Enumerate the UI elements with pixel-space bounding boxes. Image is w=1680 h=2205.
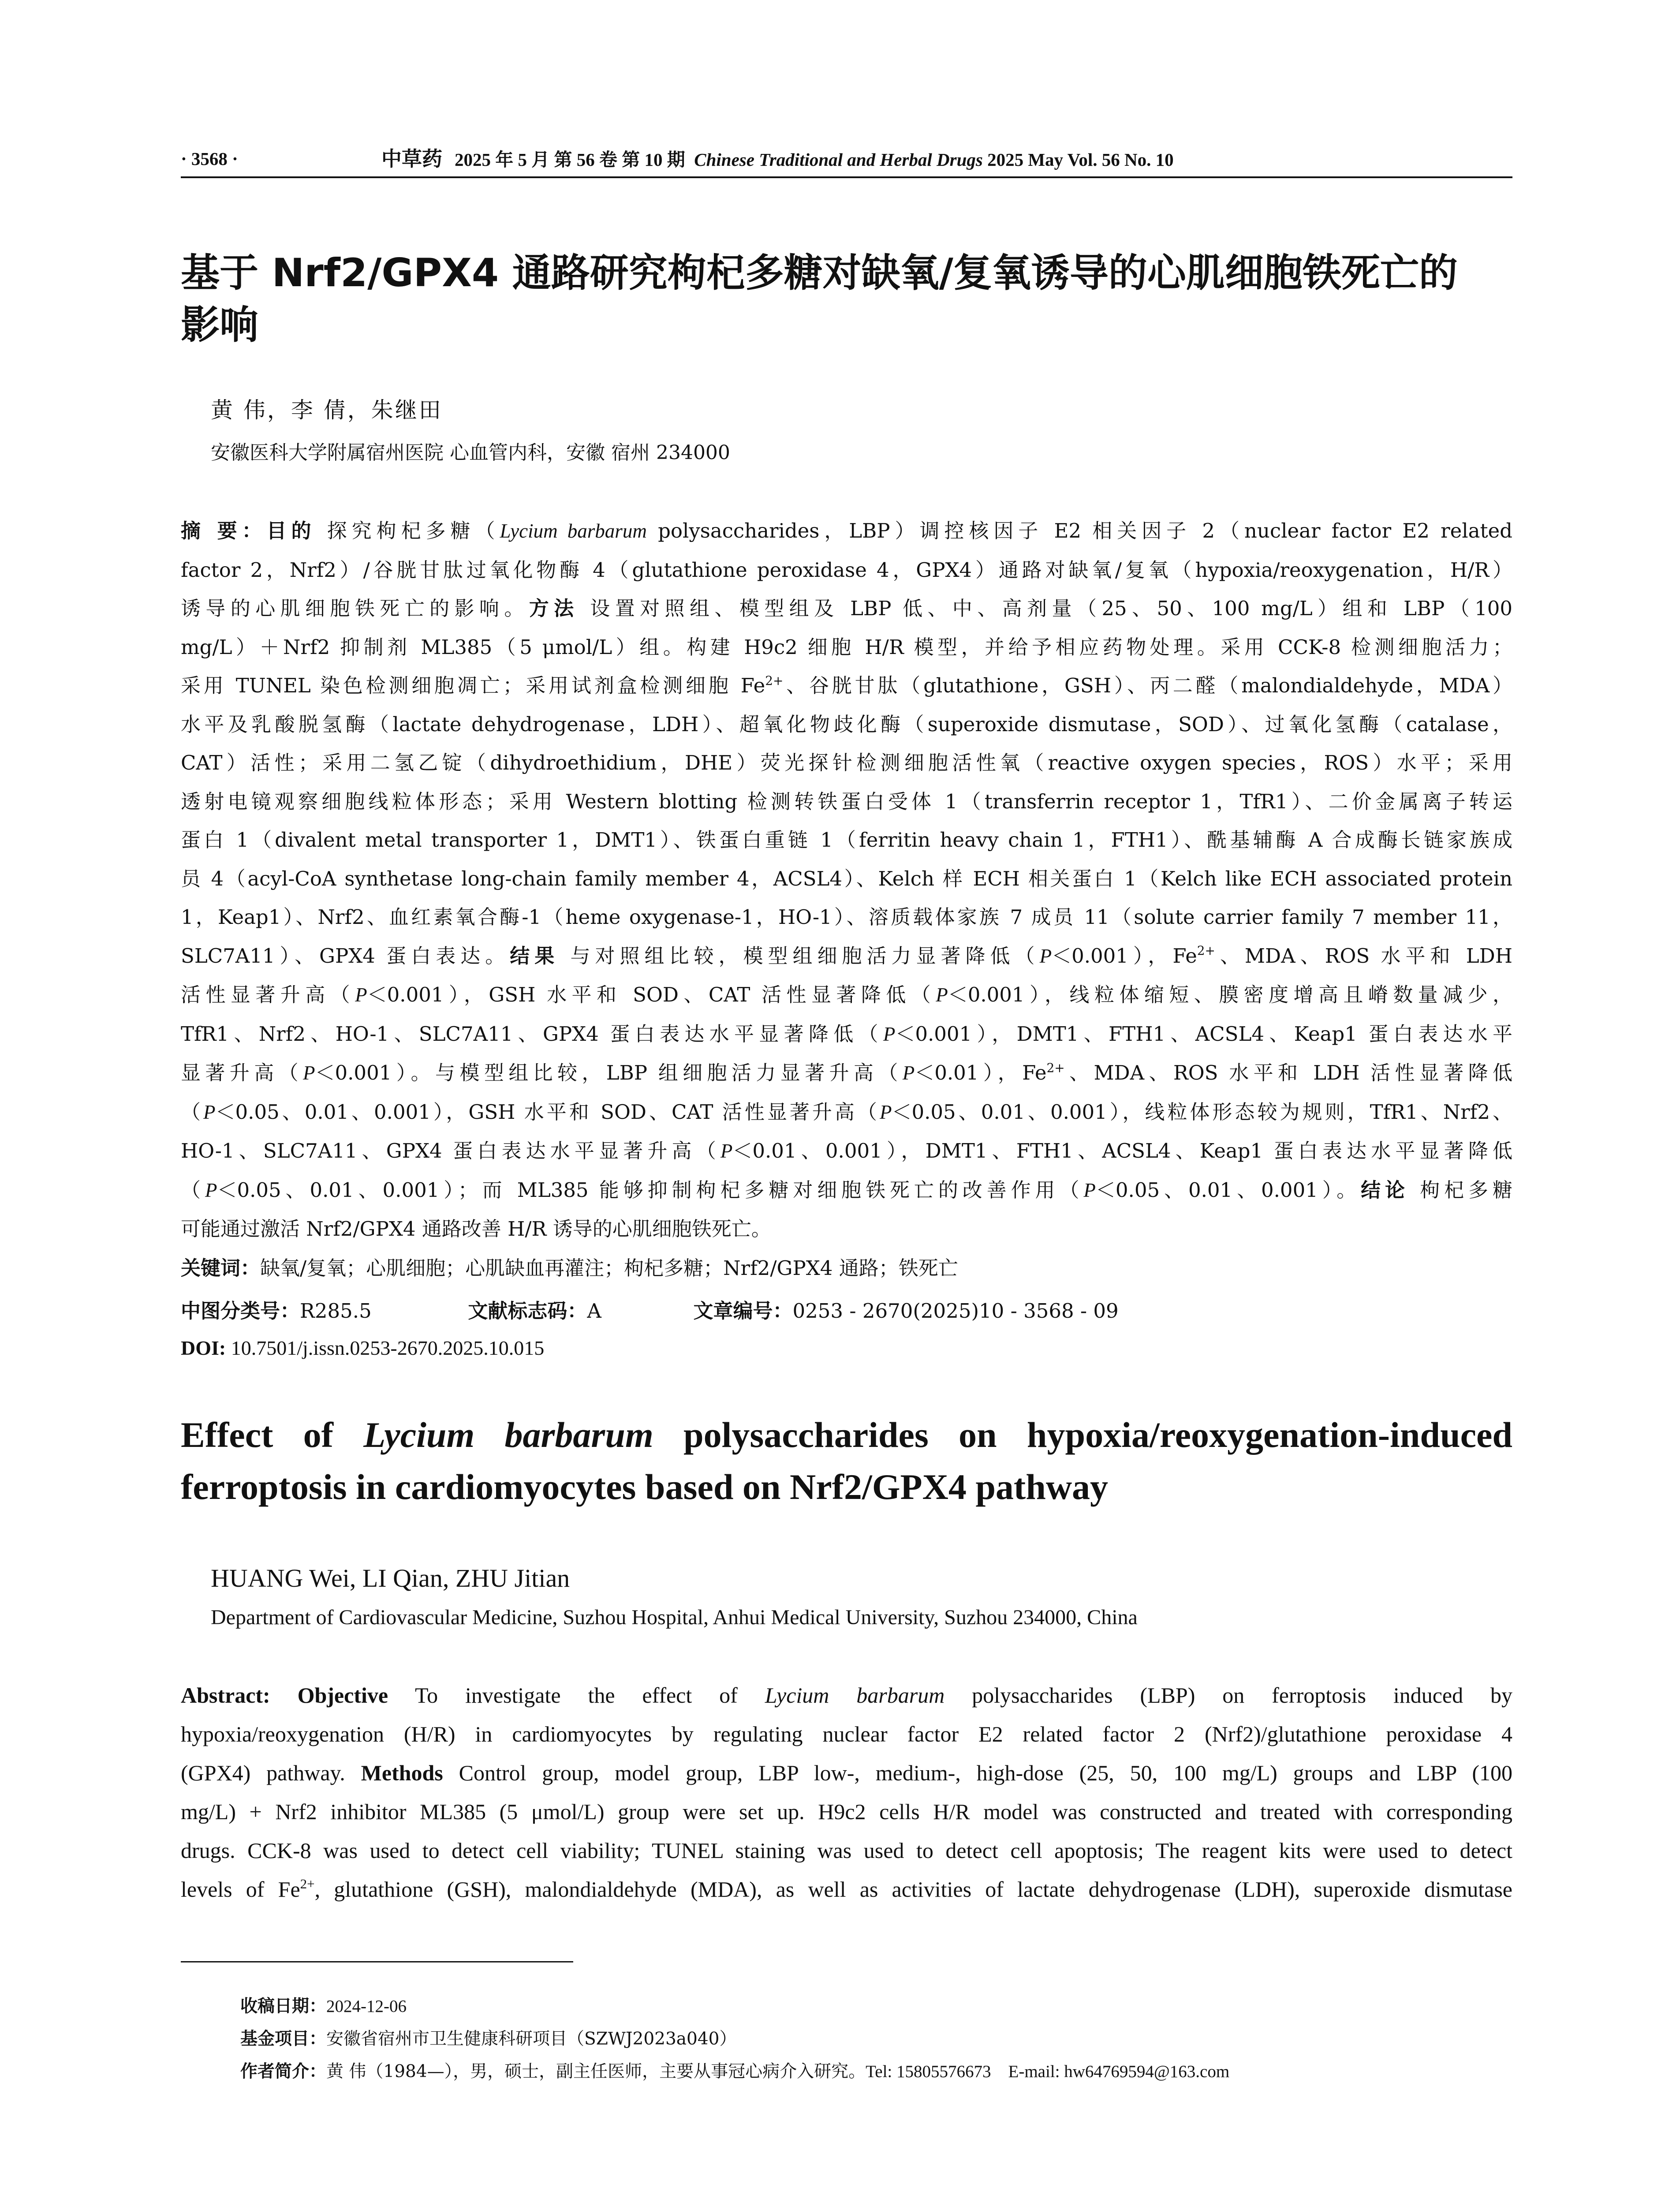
doccode-label: 文献标志码： [468, 1299, 587, 1323]
abstract-cn-line: 诱导的心肌细胞铁死亡的影响。方法 设置对照组、模型组及 LBP 低、中、高剂量（25、50、100 mg/L）组和 LBP（100 [181, 597, 1512, 620]
article-number-label: 文章编号： [693, 1299, 793, 1323]
authors-cn: 黄 伟，李 倩，朱继田 [211, 397, 443, 423]
article-number-value: 0253 - 2670(2025)10 - 3568 - 09 [792, 1299, 1119, 1323]
abstract-en [181, 1676, 1512, 1909]
journal-issue-cn: 2025 年 5 月 第 56 卷 第 10 期 [455, 149, 685, 170]
affiliation-en: Department of Cardiovascular Medicine, Suzhou Hospital, Anhui Medical University, Suzhou 234000, China [211, 1606, 1138, 1629]
abstract-cn-line: 1，Keap1）、Nrf2、血红素氧合酶-1（heme oxygenase-1，HO-1）、溶质载体家族 7 成员 11（solute carrier family 7 member 11， [181, 905, 1512, 929]
abstract-en-line: (GPX4) pathway. Methods Control group, model group, LBP low-, medium-, high-dose (25, 50, 100 mg/L) groups and LBP (100 [181, 1760, 1512, 1785]
abstract-cn-line: 透射电镜观察细胞线粒体形态；采用 Western blotting 检测转铁蛋白受体 1（transferrin receptor 1，TfR1）、二价金属离子转运 [181, 789, 1512, 813]
abstract-label: 摘 要： [181, 519, 267, 542]
objective-label: 目的 [266, 519, 316, 542]
title-en [181, 1409, 1512, 1513]
classification-line [181, 1294, 1512, 1327]
abstract-cn-line: 摘 要：目的 探究枸杞多糖（Lycium barbarum polysaccharides，LBP）调控核因子 E2 相关因子 2（nuclear factor E2 related [181, 519, 1512, 542]
affiliation-cn: 安徽医科大学附属宿州医院 心血管内科，安徽 宿州 234000 [211, 441, 730, 464]
clc-value: R285.5 [300, 1299, 372, 1323]
footnote-received: 收稿日期：2024-12-06 [240, 1996, 407, 2016]
abstract-cn-line: 可能通过激活 Nrf2/GPX4 通路改善 H/R 诱导的心肌细胞铁死亡。 [181, 1217, 771, 1241]
abstract-cn-line: CAT）活性；采用二氢乙锭（dihydroethidium，DHE）荧光探针检测细胞活性氧（reactive oxygen species，ROS）水平；采用 [181, 751, 1512, 774]
abstract-cn-line: TfR1、Nrf2、HO-1、SLC7A11、GPX4 蛋白表达水平显著降低（P＜0.001），DMT1、FTH1、ACSL4、Keap1 蛋白表达水平 [181, 1022, 1513, 1046]
abstract-objective-label: Abstract: Objective [181, 1683, 388, 1708]
clc-label: 中图分类号： [181, 1299, 300, 1323]
methods-label: 方法 [529, 597, 579, 620]
title-cn-line: 影响 [181, 302, 259, 348]
doccode-value: A [587, 1299, 601, 1323]
abstract-cn-line: 活性显著升高（P＜0.001），GSH 水平和 SOD、CAT 活性显著降低（P＜0.001），线粒体缩短、膜密度增高且嵴数量减少， [181, 983, 1512, 1006]
doi-line [181, 1336, 544, 1360]
authors-en: HUANG Wei, LI Qian, ZHU Jitian [211, 1564, 570, 1592]
journal-name-en: Chinese Traditional and Herbal Drugs [694, 149, 983, 170]
footnote-author-bio: 作者简介：黄 伟（1984—），男，硕士，副主任医师，主要从事冠心病介入研究。Tel: 15805576673 E-mail: hw64769594@163.com [240, 2062, 1230, 2082]
title-en-line: Effect of Lycium barbarum polysaccharides on hypoxia/reoxygenation-induced [181, 1415, 1512, 1455]
abstract-cn-line: 水平及乳酸脱氢酶（lactate dehydrogenase，LDH）、超氧化物歧化酶（superoxide dismutase，SOD）、过氧化氢酶（catalase， [181, 712, 1512, 736]
footnote-rule [181, 1961, 573, 1962]
abstract-cn-line: factor 2，Nrf2）/谷胱甘肽过氧化物酶 4（glutathione peroxidase 4，GPX4）通路对缺氧/复氧（hypoxia/reoxygenation，H/R） [181, 558, 1512, 582]
species-name: Lycium barbarum [363, 1415, 653, 1455]
abstract-cn-line: HO-1、SLC7A11、GPX4 蛋白表达水平显著升高（P＜0.01、0.001），DMT1、FTH1、ACSL4、Keap1 蛋白表达水平显著降低 [181, 1139, 1512, 1162]
running-header [181, 146, 1512, 172]
author-contact: Tel: 15805576673 E-mail: hw64769594@163.com [866, 2062, 1230, 2081]
keywords-cn [181, 1252, 1512, 1285]
abstract-cn-line: （P＜0.05、0.01、0.001）；而 ML385 能够抑制枸杞多糖对细胞铁死亡的改善作用（P＜0.05、0.01、0.001）。结论 枸杞多糖 [181, 1178, 1512, 1202]
abstract-cn-line: mg/L）＋Nrf2 抑制剂 ML385（5 μmol/L）组。构建 H9c2 细胞 H/R 模型，并给予相应药物处理。采用 CCK-8 检测细胞活力； [181, 635, 1512, 659]
abstract-cn-line: 蛋白 1（divalent metal transporter 1，DMT1）、铁蛋白重链 1（ferritin heavy chain 1，FTH1）、酰基辅酶 A 合成酶长链家族成 [181, 828, 1512, 852]
abstract-en-line: Abstract: Objective To investigate the effect of Lycium barbarum polysaccharides (LBP) on ferroptosis induced by [181, 1683, 1512, 1708]
doi-value: 10.7501/j.issn.0253-2670.2025.10.015 [226, 1337, 545, 1359]
doi-label: DOI: [181, 1337, 226, 1359]
abstract-cn-line: 员 4（acyl-CoA synthetase long-chain family member 4，ACSL4）、Kelch 样 ECH 相关蛋白 1（Kelch like ECH associated protein [181, 867, 1512, 890]
results-label: 结果 [510, 944, 560, 968]
journal-logo: 中草药 [381, 147, 442, 171]
abstract-en-line: mg/L) + Nrf2 inhibitor ML385 (5 μmol/L) group were set up. H9c2 cells H/R model was constructed and treated with corresponding [181, 1799, 1512, 1824]
keywords-text: 缺氧/复氧；心肌细胞；心肌缺血再灌注；枸杞多糖；Nrf2/GPX4 通路；铁死亡 [260, 1256, 958, 1280]
abstract-en-line: drugs. CCK-8 was used to detect cell viability; TUNEL staining was used to detect cell apoptosis; The reagent kits were used to detect [181, 1838, 1512, 1863]
abstract-cn-line: SLC7A11）、GPX4 蛋白表达。结果 与对照组比较，模型组细胞活力显著降低（P＜0.001），$Fe^{2+}$、MDA、ROS 水平和 LDH [181, 943, 1512, 968]
footnote-fund: 基金项目：安徽省宿州市卫生健康科研项目（SZWJ2023a040） [240, 2029, 737, 2049]
abstract-en-line: levels of $Fe^{2+}$, glutathione (GSH), malondialdehyde (MDA), as well as activities of lactate dehydrogenase (LDH), superoxide dismutase [181, 1876, 1512, 1902]
conclusion-label: 结论 [1361, 1178, 1409, 1202]
abstract-cn-line: 显著升高（P＜0.001）。与模型组比较，LBP 组细胞活力显著升高（P＜0.01），$Fe^{2+}$、MDA、ROS 水平和 LDH 活性显著降低 [181, 1060, 1513, 1084]
keywords-label: 关键词： [181, 1256, 261, 1280]
header-rule [181, 176, 1512, 178]
abstract-en-line: hypoxia/reoxygenation (H/R) in cardiomyocytes by regulating nuclear factor E2 related factor 2 (Nrf2)/glutathione peroxidase 4 [181, 1722, 1512, 1746]
abstract-cn-line: （P＜0.05、0.01、0.001），GSH 水平和 SOD、CAT 活性显著升高（P＜0.05、0.01、0.001），线粒体形态较为规则，TfR1、Nrf2、 [181, 1100, 1512, 1124]
title-cn-line: 基于 Nrf2/GPX4 通路研究枸杞多糖对缺氧/复氧诱导的心肌细胞铁死亡的 [181, 250, 1458, 295]
title-en-line: ferroptosis in cardiomyocytes based on Nrf2/GPX4 pathway [181, 1467, 1109, 1507]
journal-issue-en: 2025 May Vol. 56 No. 10 [987, 149, 1174, 170]
journal-info [381, 146, 1174, 173]
methods-label: Methods [361, 1760, 443, 1785]
abstract-cn [181, 512, 1512, 1248]
species-name: Lycium barbarum [500, 520, 647, 542]
species-name: Lycium barbarum [765, 1683, 945, 1708]
page-number: · 3568 · [181, 149, 238, 169]
title-cn [181, 247, 1512, 351]
abstract-cn-line: 采用 TUNEL 染色检测细胞凋亡；采用试剂盒检测细胞 $Fe^{2+}$、谷胱甘肽（glutathione，GSH）、丙二醛（malondialdehyde，MDA） [181, 673, 1513, 697]
